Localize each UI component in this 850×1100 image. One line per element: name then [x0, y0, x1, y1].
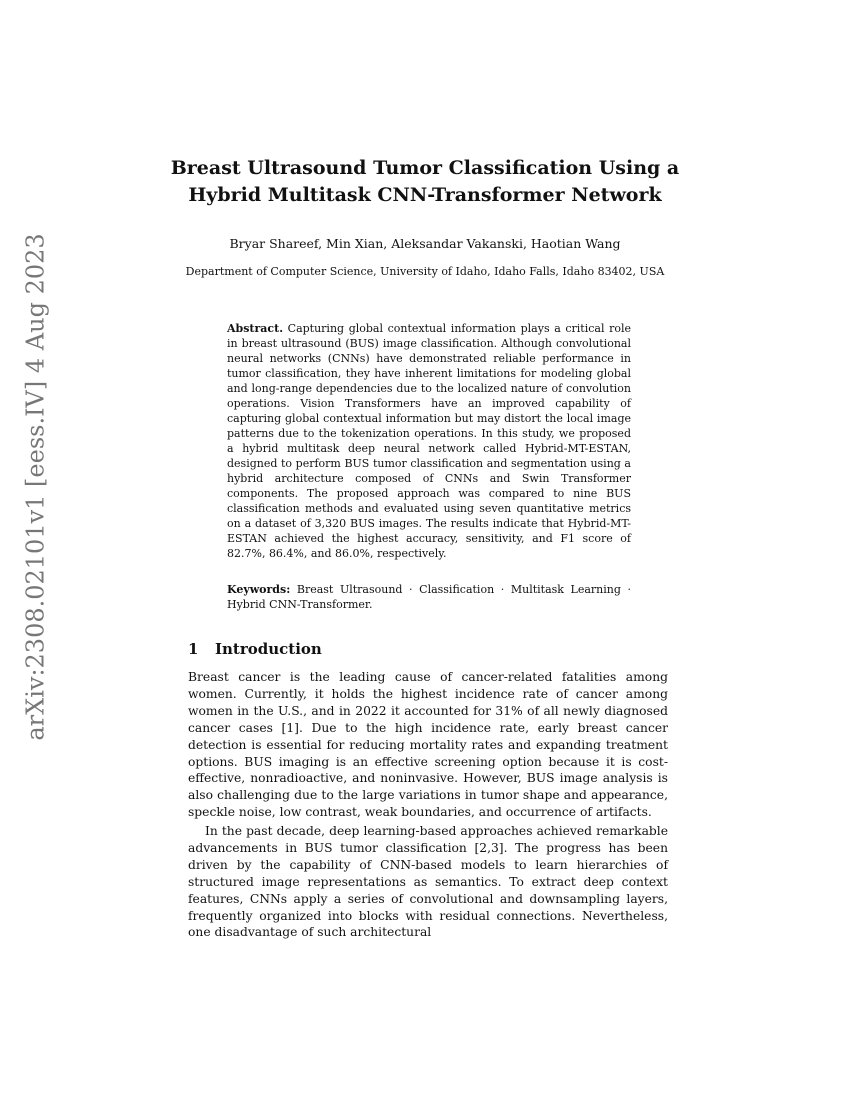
section-heading-introduction: [188, 639, 322, 659]
body-paragraph: Breast cancer is the leading cause of cancer-related fatalities among women. Currently, it holds the highest incidence rate of cancer among women in the U.S., and in 2022 it accounted for 31% of all newly diagnosed cancer cases [1]. Due to the high incidence rate, early breast cancer detection is essential for reducing mortality rates and expanding treatment options. BUS imaging is an effective screening option because it is cost-effective, nonradioactive, and noninvasive. However, BUS image analysis is also challenging due to the large variations in tumor shape and appearance, speckle noise, low contrast, weak boundaries, and occurrence of artifacts.: [188, 670, 668, 820]
arxiv-identifier: arXiv:2308.02101v1 [eess.IV] 4 Aug 2023: [22, 233, 51, 741]
keywords-label: Keywords:: [227, 583, 291, 596]
section-title: Introduction: [215, 640, 322, 658]
paper-title-line-1: Breast Ultrasound Tumor Classification Using a: [170, 157, 680, 179]
paper-title-line-2: Hybrid Multitask CNN-Transformer Network: [188, 184, 662, 206]
body-paragraph: In the past decade, deep learning-based approaches achieved remarkable advancements in BUS tumor classification [2,3]. The progress has been driven by the capability of CNN-based models to learn hierarchies of structured image representations as semantics. To extract deep context features, CNNs apply a series of convolutional and downsampling layers, frequently organized into blocks with residual connections. Nevertheless, one disadvantage of such architectural: [188, 824, 668, 940]
section-number: 1: [188, 640, 199, 658]
abstract: [227, 321, 631, 561]
arxiv-side-identifier-container: [14, 233, 58, 741]
keywords: [227, 582, 631, 612]
author-list: Bryar Shareef, Min Xian, Aleksandar Vakanski, Haotian Wang: [229, 236, 621, 251]
keywords-text: Breast Ultrasound · Classification · Multitask Learning · Hybrid CNN-Transformer.: [227, 583, 631, 611]
paper-title: [150, 155, 700, 209]
affiliation: Department of Computer Science, University of Idaho, Idaho Falls, Idaho 83402, USA: [185, 265, 665, 278]
abstract-text: Capturing global contextual information plays a critical role in breast ultrasound (BUS) image classification. Although convolutional neural networks (CNNs) have demonstrated reliable performance in tumor classification, they have inherent limitations for modeling global and long-range dependencies due to the localized nature of convolution operations. Vision Transformers have an improved capability of capturing global contextual information but may distort the local image patterns due to the tokenization operations. In this study, we proposed a hybrid multitask deep neural network called Hybrid-MT-ESTAN, designed to perform BUS tumor classification and segmentation using a hybrid architecture composed of CNNs and Swin Transformer components. The proposed approach was compared to nine BUS classification methods and evaluated using seven quantitative metrics on a dataset of 3,320 BUS images. The results indicate that Hybrid-MT-ESTAN achieved the highest accuracy, sensitivity, and F1 score of 82.7%, 86.4%, and 86.0%, respectively.: [227, 322, 632, 560]
abstract-label: Abstract.: [227, 322, 284, 335]
